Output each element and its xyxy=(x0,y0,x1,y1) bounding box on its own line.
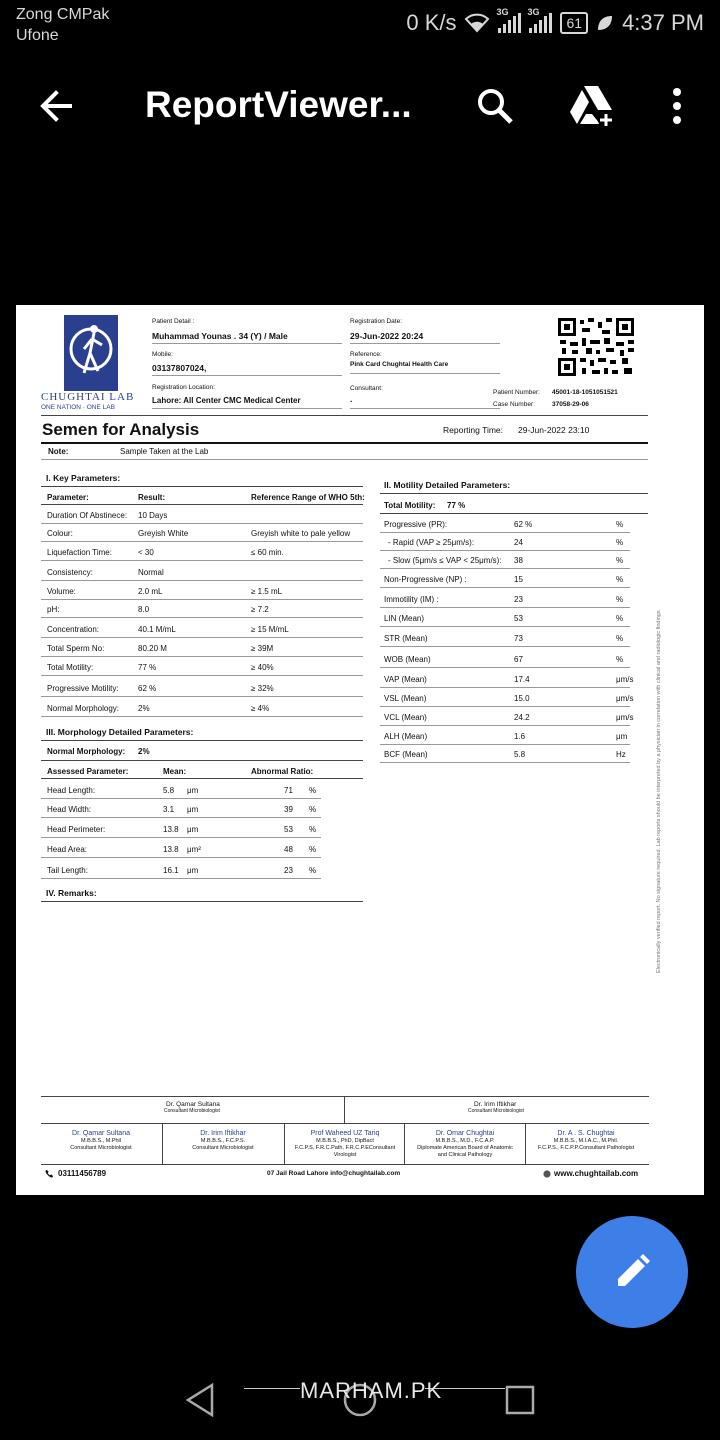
motility-param-unit: % xyxy=(616,575,624,584)
table-divider xyxy=(41,617,363,618)
morph-param-abnormal: 23 xyxy=(284,866,293,875)
table-divider xyxy=(380,626,630,627)
network-type-2: 3G xyxy=(527,7,540,17)
remarks-title: IV. Remarks: xyxy=(46,888,97,898)
morph-param-percent: % xyxy=(309,786,317,795)
more-options-icon[interactable] xyxy=(662,86,692,126)
key-param-name: Colour: xyxy=(47,529,73,538)
doctor-title: Consultant Microbiologist xyxy=(192,1145,254,1151)
key-param-result: Normal xyxy=(138,568,164,577)
motility-param-value: 23 xyxy=(514,595,523,604)
leaf-icon xyxy=(596,14,614,32)
table-divider xyxy=(41,560,363,561)
nav-back-icon[interactable] xyxy=(184,1382,216,1418)
table-divider xyxy=(41,857,321,858)
morph-param-unit: μm xyxy=(187,866,199,875)
network-type-1: 3G xyxy=(496,7,509,17)
reference-value: Pink Card Chughtai Health Care xyxy=(350,361,449,368)
table-divider xyxy=(380,587,630,588)
registration-location-label: Registration Location: xyxy=(152,384,215,391)
doctor-title: Consultant Microbiologist xyxy=(70,1145,132,1151)
motility-param-value: 53 xyxy=(514,614,523,623)
motility-param-value: 73 xyxy=(514,634,523,643)
total-motility-label: Total Motility: xyxy=(384,501,436,510)
key-param-reference: ≥ 39M xyxy=(251,644,274,653)
doctor-name: Prof Waheed UZ Tariq xyxy=(310,1130,380,1137)
column-divider xyxy=(525,1123,526,1164)
table-divider xyxy=(380,532,630,533)
key-param-reference: ≥ 32% xyxy=(251,684,274,693)
motility-param-name: VCL (Mean) xyxy=(384,713,427,722)
key-param-result: 62 % xyxy=(138,684,157,693)
motility-param-value: 15 xyxy=(514,575,523,584)
motility-param-value: 62 % xyxy=(514,520,533,529)
table-divider xyxy=(41,599,363,600)
normal-morphology-value: 2% xyxy=(138,747,150,756)
key-param-name: Normal Morphology: xyxy=(47,704,120,713)
morphology-title: III. Morphology Detailed Parameters: xyxy=(46,727,194,737)
morph-param-name: Head Width: xyxy=(47,805,92,814)
table-divider xyxy=(380,744,630,745)
key-param-name: pH: xyxy=(47,605,60,614)
doctor-title: F.C.P.S., F.C.P.P.Consultant Pathologist xyxy=(537,1145,635,1151)
lab-tagline: ONE NATION · ONE LAB xyxy=(41,404,115,411)
morph-param-unit: μm² xyxy=(187,845,201,854)
doctor-qualification: M.B.B.S., PhD, DipBact xyxy=(316,1138,374,1144)
signature-2-name: Dr. Irim Iftikhar xyxy=(474,1101,517,1108)
motility-param-name: - Rapid (VAP ≥ 25μm/s): xyxy=(388,538,475,547)
signal-icon-1 xyxy=(496,7,521,33)
patient-number-label: Patient Number: xyxy=(493,389,540,396)
key-param-reference: ≥ 4% xyxy=(251,704,270,713)
morph-header-abnormal: Abnormal Ratio: xyxy=(251,767,314,776)
watermark: MARHAM.PK xyxy=(300,1378,443,1403)
doctor-title: F.C.P.S, F.R.C.Path, F.R.C.P.EConsultant xyxy=(294,1145,396,1151)
key-param-result: Greyish White xyxy=(138,529,189,538)
status-icons xyxy=(406,7,704,36)
consultant-value: . xyxy=(350,394,353,404)
test-title: Semen for Analysis xyxy=(42,420,200,439)
key-header-result: Result: xyxy=(138,493,166,502)
table-divider xyxy=(380,550,630,551)
motility-param-unit: % xyxy=(616,556,624,565)
doctor-qualification: M.B.B.S., M.Phil xyxy=(80,1138,122,1144)
footer-address: 07 Jail Road Lahore info@chughtailab.com xyxy=(267,1170,401,1177)
footer-phone: 03111456789 xyxy=(58,1169,107,1178)
signature-1-name: Dr. Qamar Sultana xyxy=(166,1101,220,1108)
key-param-result: 2% xyxy=(138,704,150,713)
key-header-reference: Reference Range of WHO 5th: xyxy=(251,493,365,502)
morph-param-abnormal: 48 xyxy=(284,845,293,854)
doctor-card xyxy=(41,1129,161,1152)
morph-header-mean: Mean: xyxy=(163,767,187,776)
edit-button[interactable] xyxy=(576,1216,688,1328)
motility-param-name: - Slow (5μm/s ≤ VAP < 25μm/s): xyxy=(388,556,502,565)
key-param-reference: ≤ 60 min. xyxy=(251,548,284,557)
signal-icon-2 xyxy=(527,7,552,33)
patient-detail-label: Patient Detail : xyxy=(152,318,195,325)
doctor-name: Dr. Qamar Sultana xyxy=(72,1130,130,1137)
normal-morphology-label: Normal Morphology: xyxy=(47,747,126,756)
phone-icon xyxy=(45,1169,54,1178)
table-divider xyxy=(41,656,363,657)
table-divider xyxy=(41,541,363,542)
key-param-name: Consistency: xyxy=(47,568,93,577)
table-divider xyxy=(41,716,363,717)
table-divider xyxy=(380,646,630,647)
key-param-result: 2.0 mL xyxy=(138,587,163,596)
morph-param-name: Tail Length: xyxy=(47,866,88,875)
motility-param-name: LIN (Mean) xyxy=(384,614,425,623)
key-param-name: Liquefaction Time: xyxy=(47,548,112,557)
table-divider xyxy=(41,637,363,638)
doctor-title-extra: Virologist xyxy=(333,1152,357,1158)
morph-header-parameter: Assessed Parameter: xyxy=(47,767,129,776)
key-param-result: 10 Days xyxy=(138,511,168,520)
registration-location: Lahore: All Center CMC Medical Center xyxy=(152,396,301,405)
total-motility-value: 77 % xyxy=(447,501,466,510)
table-divider xyxy=(41,817,321,818)
key-param-result: 8.0 xyxy=(138,605,150,614)
motility-param-name: VSL (Mean) xyxy=(384,694,427,703)
motility-param-name: WOB (Mean) xyxy=(384,655,431,664)
motility-param-value: 17.4 xyxy=(514,675,530,684)
footer-website: www.chughtailab.com xyxy=(554,1169,639,1178)
patient-name: Muhammad Younas . 34 (Y) / Male xyxy=(152,331,288,341)
doctor-qualification: M.B.B.S., F.C.P.S. xyxy=(200,1138,246,1144)
morph-param-abnormal: 39 xyxy=(284,805,293,814)
doctor-title-extra: and Clinical Pathology xyxy=(437,1152,493,1158)
column-divider xyxy=(404,1123,405,1164)
table-divider xyxy=(41,580,363,581)
motility-param-unit: % xyxy=(616,634,624,643)
key-param-result: 80.20 M xyxy=(138,644,167,653)
table-divider xyxy=(380,725,630,726)
motility-param-unit: μm xyxy=(616,732,628,741)
table-divider xyxy=(41,878,321,879)
motility-param-unit: % xyxy=(616,595,624,604)
key-param-name: Progressive Motility: xyxy=(47,684,119,693)
table-divider xyxy=(41,798,321,799)
morph-param-mean: 13.8 xyxy=(163,845,179,854)
morph-param-mean: 5.8 xyxy=(163,786,175,795)
drive-add-icon[interactable] xyxy=(568,84,616,128)
network-speed: 0 K/s xyxy=(406,10,457,35)
motility-param-name: ALH (Mean) xyxy=(384,732,428,741)
note-text: Sample Taken at the Lab xyxy=(120,447,209,456)
carrier-name-2: Ufone xyxy=(16,27,59,44)
side-note: Electronically verified report. No signature required. Lab reports should be interpreted by a physician in correlation with clinical and radiologic findings. xyxy=(656,608,662,973)
registration-date: 29-Jun-2022 20:24 xyxy=(350,331,424,341)
carrier-name-1: Zong CMPak xyxy=(16,6,110,23)
table-divider xyxy=(41,837,321,838)
doctor-name: Dr. Irim Iftikhar xyxy=(200,1130,246,1137)
doctor-name: Dr. Omar Chughtai xyxy=(435,1130,495,1137)
reporting-time-label: Reporting Time: xyxy=(443,425,503,435)
table-divider xyxy=(41,696,363,697)
battery-icon: 61 xyxy=(560,12,588,34)
key-header-parameter: Parameter: xyxy=(47,493,89,502)
motility-param-name: STR (Mean) xyxy=(384,634,428,643)
reporting-time: 29-Jun-2022 23:10 xyxy=(518,425,590,435)
key-param-result: < 30 xyxy=(138,548,154,557)
doctor-title: Diplomate American Board of Anatomic xyxy=(417,1145,513,1151)
column-divider xyxy=(284,1123,285,1164)
doctor-card xyxy=(285,1129,405,1159)
table-divider xyxy=(380,762,630,763)
mobile-number: 03137807024, xyxy=(152,363,207,373)
motility-param-value: 38 xyxy=(514,556,523,565)
table-divider xyxy=(380,667,630,668)
key-param-reference: ≥ 7.2 xyxy=(251,605,269,614)
key-param-name: Duration Of Abstinece: xyxy=(47,511,128,520)
reference-label: Reference: xyxy=(350,351,382,358)
nav-recents-icon[interactable] xyxy=(504,1384,536,1416)
pencil-icon xyxy=(612,1252,652,1292)
morph-param-percent: % xyxy=(309,845,317,854)
motility-param-name: VAP (Mean) xyxy=(384,675,427,684)
wifi-icon xyxy=(464,13,490,33)
key-param-name: Concentration: xyxy=(47,625,100,634)
status-bar xyxy=(0,0,720,50)
table-divider xyxy=(380,568,630,569)
morph-param-mean: 13.8 xyxy=(163,825,179,834)
key-param-name: Total Sperm No: xyxy=(47,644,105,653)
table-divider xyxy=(41,523,363,524)
table-divider xyxy=(380,687,630,688)
key-param-reference: ≥ 1.5 mL xyxy=(251,587,283,596)
lab-name: CHUGHTAI LAB xyxy=(41,391,135,403)
consultant-label: Consultant: xyxy=(350,385,383,392)
morph-param-name: Head Area: xyxy=(47,845,88,854)
motility-param-unit: μm/s xyxy=(616,675,634,684)
key-param-reference: ≥ 15 M/mL xyxy=(251,625,289,634)
motility-param-value: 5.8 xyxy=(514,750,526,759)
motility-param-unit: μm/s xyxy=(616,713,634,722)
morph-param-name: Head Perimeter: xyxy=(47,825,106,834)
table-divider xyxy=(380,706,630,707)
motility-param-name: Immotility (IM) : xyxy=(384,595,439,604)
morph-param-unit: μm xyxy=(187,825,199,834)
signature-1-title: Consultant Microbiologist xyxy=(164,1108,220,1114)
morph-param-percent: % xyxy=(309,805,317,814)
case-number-label: Case Number: xyxy=(493,401,535,408)
morph-param-unit: μm xyxy=(187,786,199,795)
key-param-result: 40.1 M/mL xyxy=(138,625,176,634)
search-icon[interactable] xyxy=(475,86,515,126)
motility-param-unit: % xyxy=(616,520,624,529)
doctor-card xyxy=(405,1129,525,1159)
app-title: ReportViewer... xyxy=(145,84,412,125)
doctor-qualification: M.B.B.S., M.D., F.C.A.P. xyxy=(435,1138,495,1144)
clock: 4:37 PM xyxy=(622,10,704,35)
mobile-label: Mobile: xyxy=(152,351,173,358)
motility-param-unit: % xyxy=(616,655,624,664)
chughtai-logo-icon xyxy=(64,315,118,391)
motility-param-unit: μm/s xyxy=(616,694,634,703)
motility-param-unit: % xyxy=(616,538,624,547)
motility-param-name: Progressive (PR): xyxy=(384,520,448,529)
patient-number: 45001-18-1051051521 xyxy=(552,389,618,396)
morph-param-percent: % xyxy=(309,825,317,834)
morph-param-mean: 16.1 xyxy=(163,866,179,875)
doctor-qualification: M.B.B.S., M.I.A.C., M.Phil. xyxy=(553,1138,619,1144)
app-bar xyxy=(0,70,720,142)
signature-2-title: Consultant Microbiologist xyxy=(468,1108,524,1114)
key-param-reference: ≥ 40% xyxy=(251,663,274,672)
case-number: 37058-29-06 xyxy=(552,401,589,408)
morph-param-unit: μm xyxy=(187,805,199,814)
key-param-name: Total Motility: xyxy=(47,663,94,672)
key-param-reference: Greyish white to pale yellow xyxy=(251,529,351,538)
note-label: Note: xyxy=(48,447,69,456)
doctor-name: Dr. A . S. Chughtai xyxy=(557,1130,615,1137)
motility-param-unit: % xyxy=(616,614,624,623)
motility-param-value: 15.0 xyxy=(514,694,530,703)
motility-param-value: 24 xyxy=(514,538,523,547)
motility-param-unit: Hz xyxy=(616,750,626,759)
motility-param-name: Non-Progressive (NP) : xyxy=(384,575,467,584)
column-divider xyxy=(162,1123,163,1164)
morph-param-abnormal: 71 xyxy=(284,786,293,795)
morph-param-mean: 3.1 xyxy=(163,805,175,814)
globe-icon xyxy=(543,1170,551,1178)
doctor-card xyxy=(163,1129,283,1152)
table-divider xyxy=(380,607,630,608)
motility-param-value: 67 xyxy=(514,655,523,664)
doctor-card xyxy=(526,1129,646,1152)
report-page[interactable] xyxy=(16,305,704,1195)
morph-param-name: Head Length: xyxy=(47,786,96,795)
motility-param-name: BCF (Mean) xyxy=(384,750,428,759)
qr-code-icon xyxy=(558,318,634,376)
motility-param-value: 24.2 xyxy=(514,713,530,722)
back-arrow-icon[interactable] xyxy=(36,86,76,126)
morph-param-abnormal: 53 xyxy=(284,825,293,834)
key-param-name: Volume: xyxy=(47,587,76,596)
morph-param-percent: % xyxy=(309,866,317,875)
motility-param-value: 1.6 xyxy=(514,732,526,741)
key-param-result: 77 % xyxy=(138,663,157,672)
registration-date-label: Registration Date: xyxy=(350,318,403,325)
key-parameters-title: I. Key Parameters: xyxy=(46,473,121,483)
motility-title: II. Motility Detailed Parameters: xyxy=(384,480,511,490)
carrier-info xyxy=(16,4,109,46)
table-divider xyxy=(41,675,363,676)
